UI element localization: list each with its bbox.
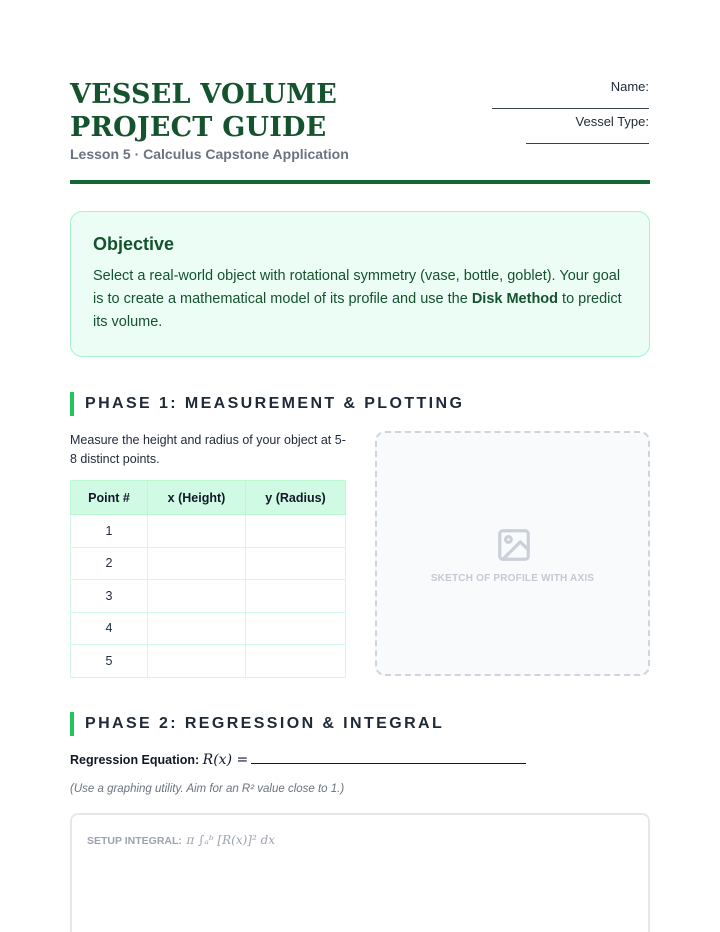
phase1-intro: Measure the height and radius of your object at 5-8 distinct points.	[70, 433, 346, 466]
table-row	[71, 612, 346, 645]
column-header-point: Point #	[71, 481, 148, 515]
regression-hint: (Use a graphing utility. Aim for an R² value close to 1.)	[70, 783, 345, 795]
regression-math: R(x) =	[202, 752, 249, 768]
height-cell[interactable]	[148, 547, 246, 580]
radius-cell[interactable]	[246, 515, 346, 548]
radius-cell[interactable]	[246, 645, 346, 678]
name-field-line[interactable]	[492, 108, 649, 109]
header-divider	[70, 180, 650, 184]
table-row	[71, 547, 346, 580]
setup-integral-box[interactable]	[70, 813, 650, 932]
table-row	[71, 580, 346, 613]
point-cell: 3	[71, 580, 148, 613]
point-cell: 4	[71, 612, 148, 645]
vessel-type-label: Vessel Type:	[575, 114, 649, 129]
lesson-subtitle: Lesson 5 · Calculus Capstone Application	[70, 146, 349, 162]
radius-cell[interactable]	[246, 612, 346, 645]
regression-label: Regression Equation:	[70, 753, 200, 767]
height-cell[interactable]	[148, 645, 246, 678]
phase1-heading: PHASE 1: MEASUREMENT & PLOTTING	[70, 392, 464, 416]
column-header-height: x (Height)	[148, 481, 246, 515]
profile-sketch-area[interactable]	[375, 431, 650, 676]
disk-method-emphasis: Disk Method	[471, 291, 559, 307]
table-row	[71, 515, 346, 548]
height-cell[interactable]	[148, 612, 246, 645]
objective-box	[70, 211, 650, 357]
radius-cell[interactable]	[246, 547, 346, 580]
vessel-type-field-line[interactable]	[526, 143, 649, 144]
regression-line	[70, 752, 526, 768]
point-cell: 5	[71, 645, 148, 678]
image-icon	[495, 526, 533, 564]
radius-cell[interactable]	[246, 580, 346, 613]
sketch-caption: SKETCH OF PROFILE WITH AXIS	[430, 573, 595, 584]
phase2-heading: PHASE 2: REGRESSION & INTEGRAL	[70, 712, 444, 736]
height-cell[interactable]	[148, 580, 246, 613]
measurement-table	[70, 480, 346, 678]
setup-integral-label: SETUP INTEGRAL:	[87, 835, 182, 847]
point-cell: 1	[71, 515, 148, 548]
objective-text: Select a real-world object with rotational symmetry (vase, bottle, goblet). Your goal is to create a mathematical model of its profile and use the Disk Method to predict its volume.	[93, 268, 622, 330]
table-row	[71, 645, 346, 678]
setup-integral-math: π ∫ₐᵇ [R(x)]² dx	[186, 833, 276, 847]
regression-answer-blank[interactable]	[251, 754, 526, 764]
point-cell: 2	[71, 547, 148, 580]
objective-heading: Objective	[93, 234, 175, 254]
name-label: Name:	[610, 79, 649, 94]
document-title: VESSEL VOLUME PROJECT GUIDE	[70, 79, 338, 143]
height-cell[interactable]	[148, 515, 246, 548]
column-header-radius: y (Radius)	[246, 481, 346, 515]
